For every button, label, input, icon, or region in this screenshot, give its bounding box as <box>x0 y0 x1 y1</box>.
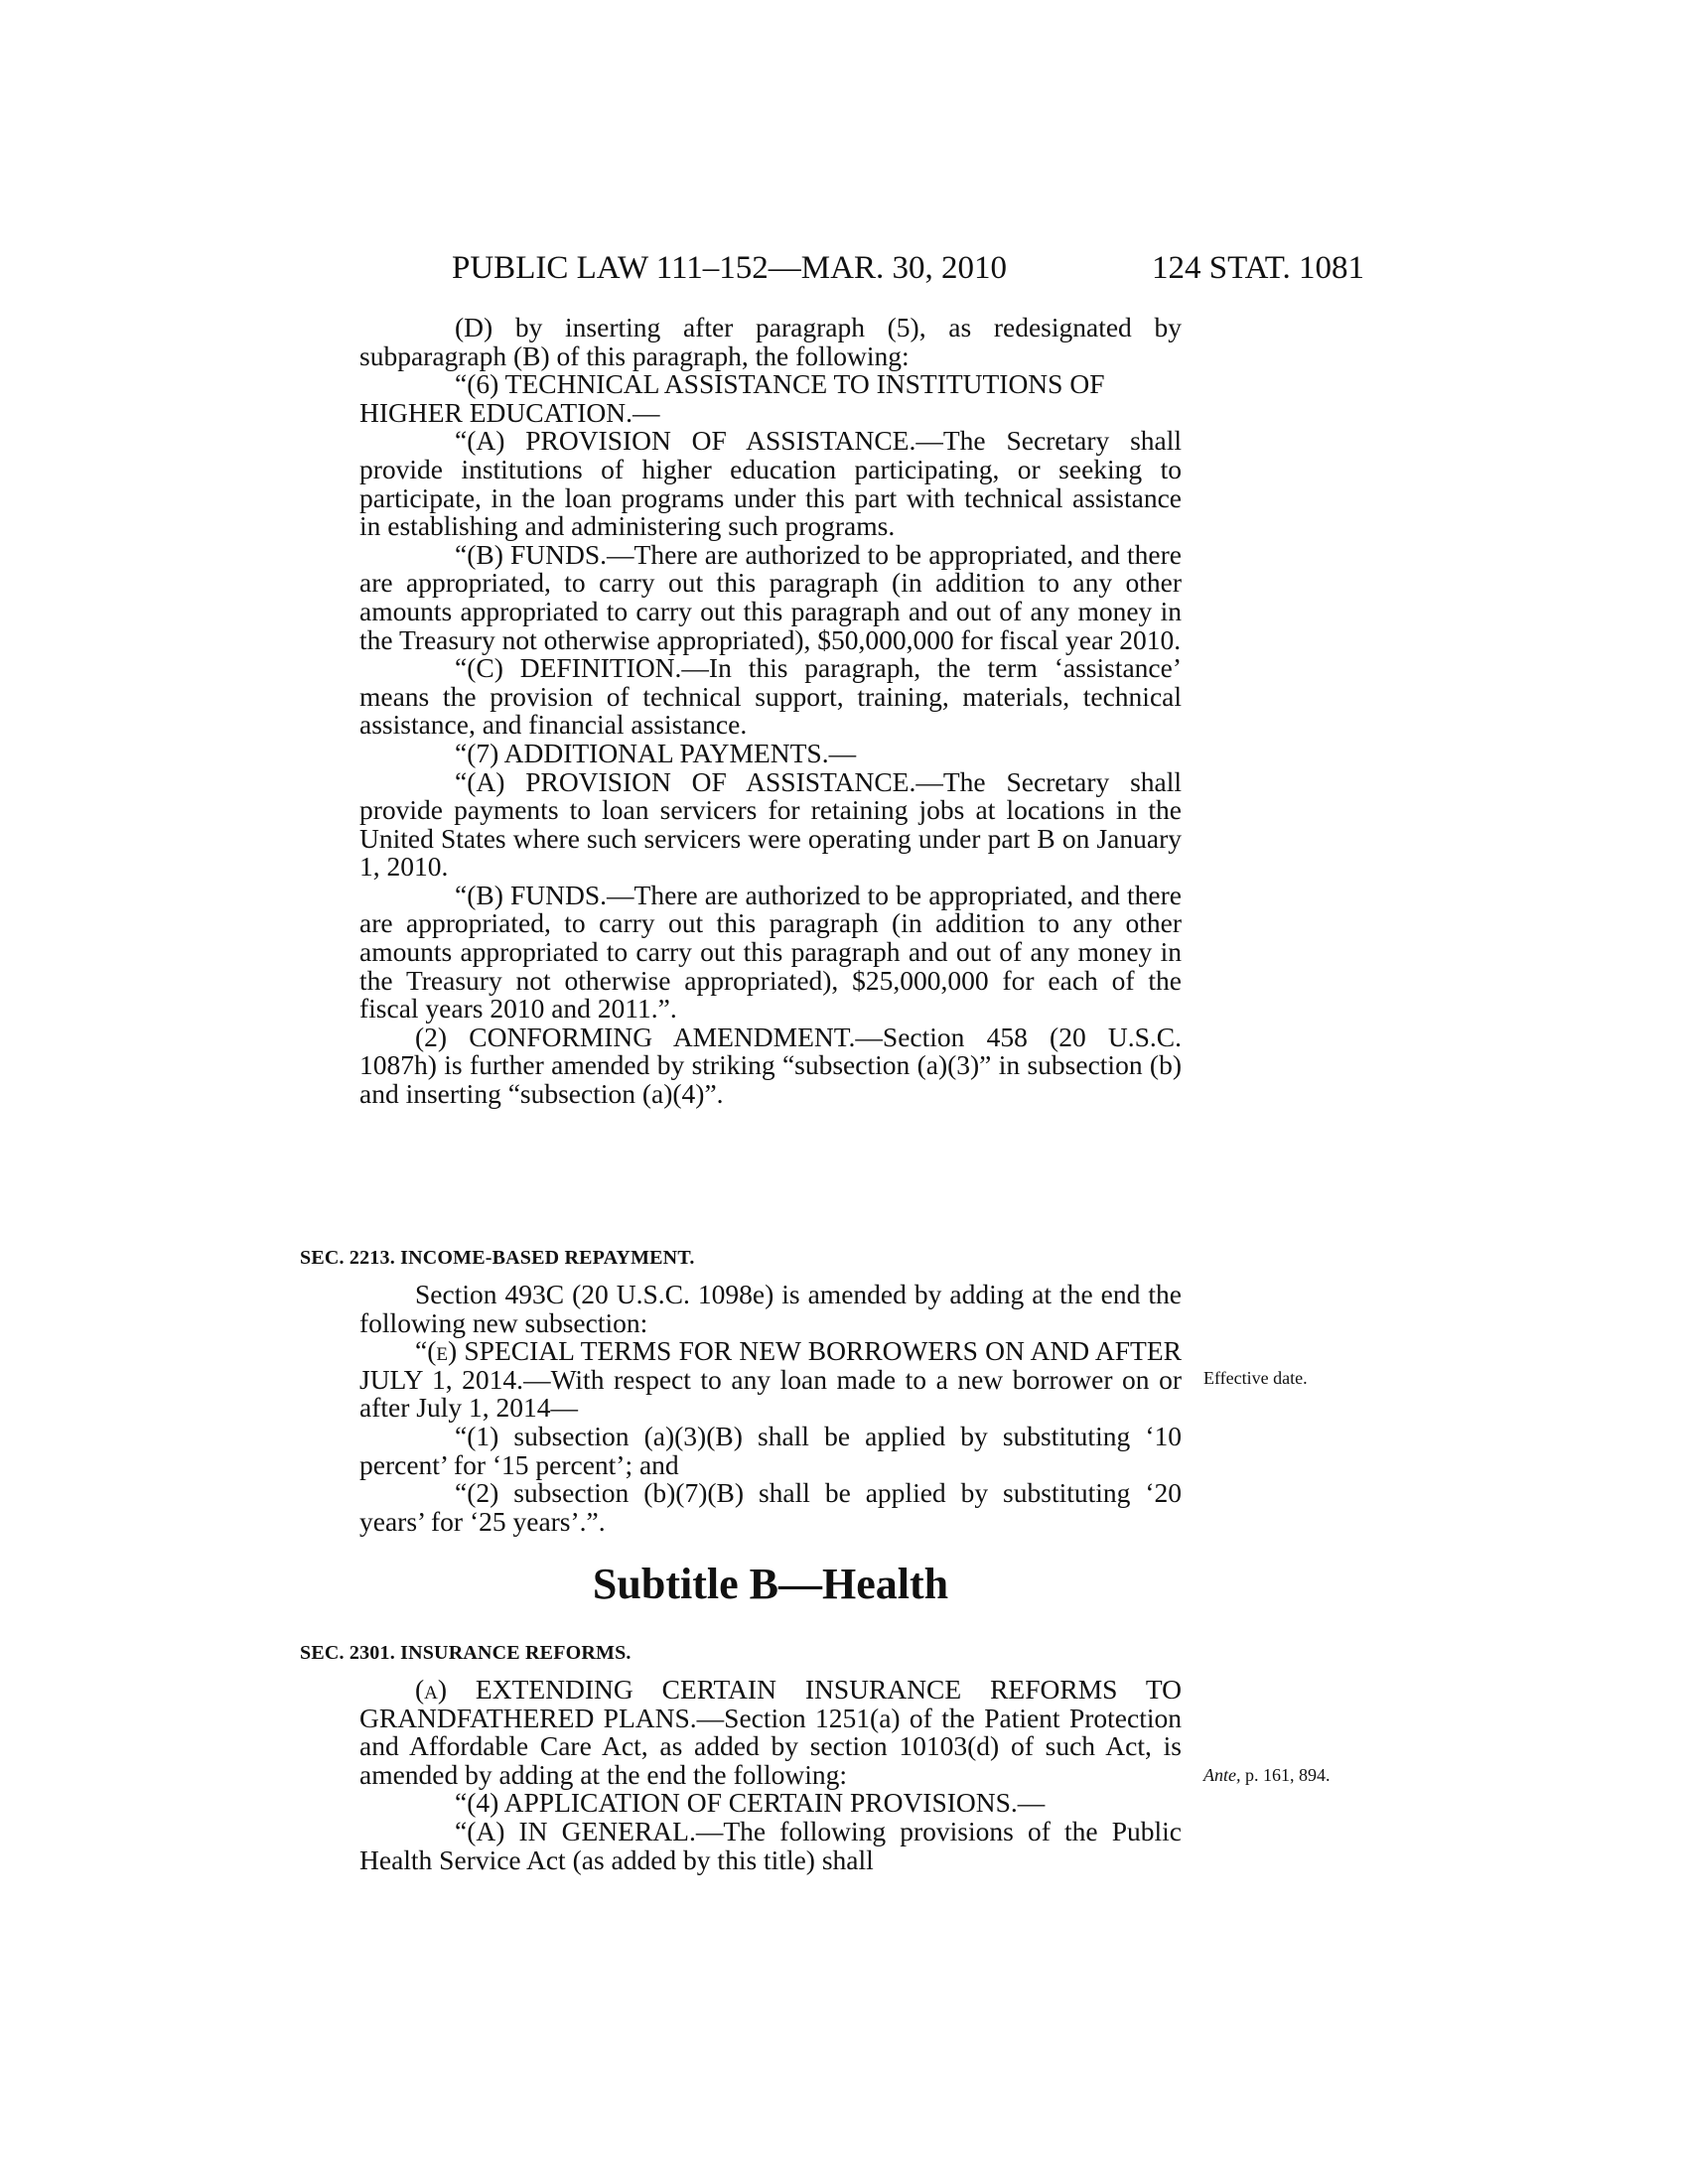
page-header-citation: PUBLIC LAW 111–152—MAR. 30, 2010 <box>452 250 1007 286</box>
margin-note-ante-italic: Ante, <box>1203 1765 1241 1785</box>
paragraph-7a <box>359 765 1183 883</box>
margin-note-ante-ref: p. 161, 894. <box>1240 1765 1331 1785</box>
paragraph-4-heading-text: “(4) APPLICATION OF CERTAIN PROVISIONS.— <box>455 1787 1046 1819</box>
paragraph-6b-heading: “(B) FUNDS. <box>455 538 608 570</box>
paragraph-7b-text: —There are authorized to be appropriated, and there are appropriated, to carry out this paragraph (in addition to any other amounts appropriated to carry out this paragraph and out of any money in the Treasury not otherwise appropriated), $25,000,000 for each of the fiscal years 2010 and 2011.”. <box>359 879 1182 1024</box>
paragraph-6a-heading: “(A) PROVISION OF ASSISTANCE. <box>455 425 916 457</box>
conforming-amendment-heading: (2) CONFORMING AMENDMENT. <box>415 1021 856 1052</box>
paragraph-d-intro: (D) by inserting after paragraph (5), as redesignated by subparagraph (B) of this paragraph, the following: <box>359 312 1182 371</box>
paragraph-7a-text: —The Secretary shall provide payments to loan servicers for retaining jobs at locations in the United States where such servicers were operating under part B on January 1, 2010. <box>359 765 1183 883</box>
paragraph-7-heading <box>359 737 1182 768</box>
section-2301-heading: SEC. 2301. INSURANCE REFORMS. <box>300 1642 632 1664</box>
subsection-a-text: —Section 1251(a) of the Patient Protection and Affordable Care Act, as added by section 10103(d) of such Act, is amended by adding at the end the following: <box>359 1702 1182 1790</box>
subsection-a-heading: (a) EXTENDING CERTAIN INSURANCE REFORMS TO GRANDFATHERED PLANS. <box>359 1674 1182 1733</box>
margin-note-effective-date: Effective date. <box>1203 1368 1308 1388</box>
conforming-amendment <box>359 1021 1183 1110</box>
amendment-text-block <box>359 314 1182 1109</box>
subtitle-heading: Subtitle B—Health <box>592 1560 949 1608</box>
paragraph-4a-heading: “(A) IN GENERAL. <box>455 1815 696 1846</box>
paragraph-6c-heading: “(C) DEFINITION. <box>455 652 682 684</box>
subsection-e-item-2: “(2) subsection (b)(7)(B) shall be applied by substituting ‘20 years’ for ‘25 years’.”. <box>359 1477 1182 1537</box>
paragraph-7a-heading: “(A) PROVISION OF ASSISTANCE. <box>455 765 916 797</box>
subsection-e <box>359 1337 1182 1423</box>
paragraph-7b-heading: “(B) FUNDS. <box>455 879 608 910</box>
paragraph-4a-text: —The following provisions of the Public Health Service Act (as added by this title) shall <box>359 1815 1182 1875</box>
paragraph-4-heading <box>359 1789 1182 1818</box>
paragraph-6-heading-text: “(6) TECHNICAL ASSISTANCE TO INSTITUTIONS OF HIGHER EDUCATION.— <box>359 368 1105 428</box>
paragraph-6c <box>359 654 1182 740</box>
paragraph-6a <box>359 427 1182 540</box>
paragraph-6b-text: —There are authorized to be appropriated, and there are appropriated, to carry out this paragraph (in addition to any other amounts appropriated to carry out this paragraph and out of any money in the Treasury not otherwise appropriated), $50,000,000 for fiscal year 2010. <box>359 538 1182 655</box>
subsection-e-heading: “(e) SPECIAL TERMS FOR NEW BORROWERS ON AND AFTER JULY 1, 2014. <box>359 1335 1182 1395</box>
paragraph-6a-text: —The Secretary shall provide institutions of higher education participating, or seeking to participate, in the loan programs under this part with technical assistance in establishing and administering such programs. <box>359 425 1183 542</box>
paragraph-4a <box>359 1815 1182 1875</box>
section-2213-heading: SEC. 2213. INCOME-BASED REPAYMENT. <box>300 1247 695 1269</box>
subsection-a <box>359 1676 1182 1789</box>
paragraph-6c-text: —In this paragraph, the term ‘assistance’ means the provision of technical support, training, materials, technical assistance, and financial assistance. <box>359 652 1182 741</box>
section-2213-body <box>359 1281 1182 1536</box>
section-2213-intro: Section 493C (20 U.S.C. 1098e) is amended by adding at the end the following new subsection: <box>359 1279 1182 1338</box>
subsection-e-text: —With respect to any loan made to a new borrower on or after July 1, 2014— <box>359 1363 1182 1424</box>
conforming-amendment-text: —Section 458 (20 U.S.C. 1087h) is further amended by striking “subsection (a)(3)” in subsection (b) and inserting “subsection (a)(4)”. <box>359 1021 1183 1110</box>
paragraph-6b <box>359 538 1182 655</box>
page-header-stat: 124 STAT. 1081 <box>1152 250 1365 286</box>
paragraph-7b <box>359 879 1182 1024</box>
paragraph-7-heading-text: “(7) ADDITIONAL PAYMENTS.— <box>455 737 857 768</box>
section-2301-body <box>359 1676 1182 1874</box>
margin-note-ante <box>1203 1765 1331 1786</box>
paragraph-6-heading <box>359 370 1182 427</box>
subsection-e-item-1: “(1) subsection (a)(3)(B) shall be applied by substituting ‘10 percent’ for ‘15 percent’; and <box>359 1420 1182 1480</box>
